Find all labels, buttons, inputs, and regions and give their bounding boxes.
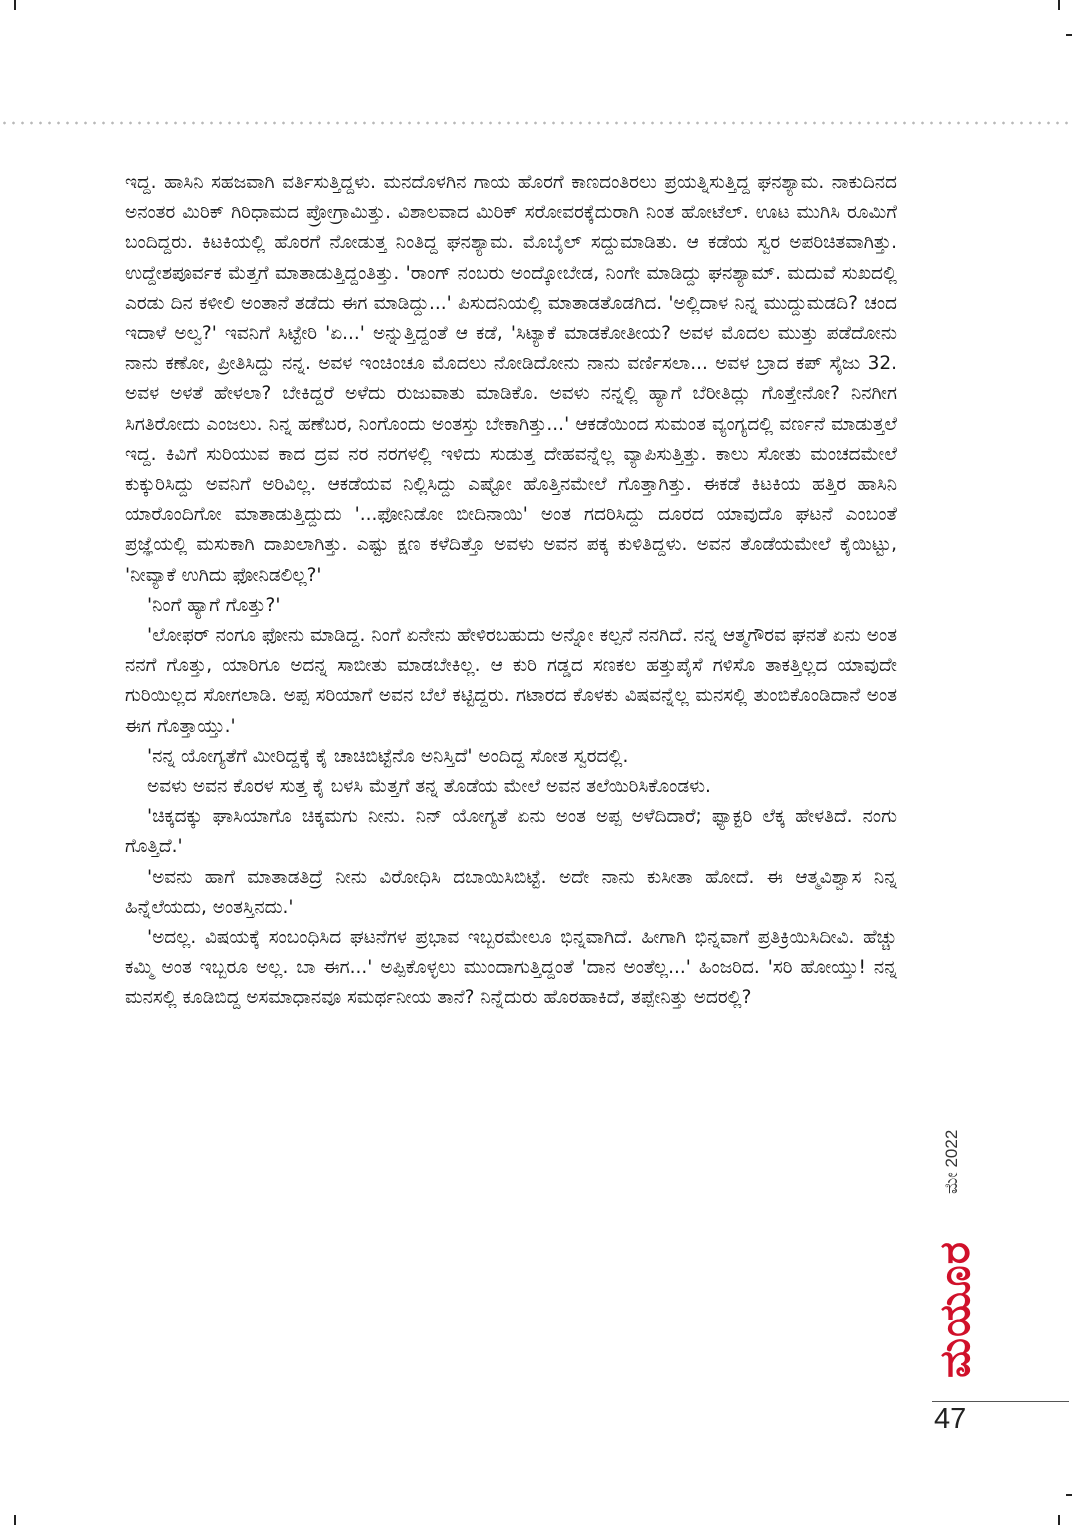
issue-date: ಮೇ 2022 [942, 1130, 961, 1195]
crop-mark-bottom-right-side [1066, 1494, 1072, 1496]
crop-mark-top-right [1058, 0, 1060, 10]
crop-mark-top-right-side [1066, 34, 1072, 36]
paragraph: 'ಅವನು ಹಾಗೆ ಮಾತಾಡತಿದ್ರೆ ನೀನು ವಿರೋಧಿಸಿ ದಬಾಯಿಸಿಬಿಟ್ಟೆ. ಅದೇ ನಾನು ಕುಸೀತಾ ಹೋದೆ. ಈ ಆತ್ಮವಿಶ್ವಾಸ ನಿನ್ನ ಹಿನ್ನೆಲೆಯದು, ಅಂತಸ್ತಿನದು.' [125, 866, 897, 918]
page-number-rule [932, 1401, 1069, 1402]
paragraph: 'ನನ್ನ ಯೋಗ್ಯತೆಗೆ ಮೀರಿದ್ದಕ್ಕೆ ಕೈ ಚಾಚಿಬಿಟ್ಟೆನೊ ಅನಿಸ್ತಿದೆ' ಅಂದಿದ್ದ ಸೋತ ಸ್ವರದಲ್ಲಿ. [147, 745, 629, 767]
crop-mark-top-left [14, 0, 16, 10]
paragraph: ಇದ್ದ. ಹಾಸಿನಿ ಸಹಜವಾಗಿ ವರ್ತಿಸುತ್ತಿದ್ದಳು. ಮನದೊಳಗಿನ ಗಾಯ ಹೊರಗೆ ಕಾಣದಂತಿರಲು ಪ್ರಯತ್ನಿಸುತ್ತಿದ್ದ ಘನಶ್ಯಾಮ. ನಾಕುದಿನದ ಅನಂತರ ಮಿರಿಕ್ ಗಿರಿಧಾಮದ ಪ್ರೋಗ್ರಾಮಿತ್ತು. ವಿಶಾಲವಾದ ಮಿರಿಕ್ ಸರೋವರಕ್ಕೆದುರಾಗಿ ನಿಂತ ಹೋಟೆಲ್. ಊಟ ಮುಗಿಸಿ ರೂಮಿಗೆ ಬಂದಿದ್ದರು. ಕಿಟಕಿಯಲ್ಲಿ ಹೊರಗೆ ನೋಡುತ್ತ ನಿಂತಿದ್ದ ಘನಶ್ಯಾಮ. ಮೊಬೈಲ್ ಸದ್ದುಮಾಡಿತು. ಆ ಕಡೆಯ ಸ್ವರ ಅಪರಿಚಿತವಾಗಿತ್ತು. ಉದ್ದೇಶಪೂರ್ವಕ ಮೆತ್ತಗೆ ಮಾತಾಡುತ್ತಿದ್ದಂತಿತ್ತು. 'ರಾಂಗ್ ನಂಬರು ಅಂದ್ಕೋಬೇಡ, ನಿಂಗೇ ಮಾಡಿದ್ದು ಘನಶ್ಯಾಮ್. ಮದುವೆ ಸುಖದಲ್ಲಿ ಎರಡು ದಿನ ಕಳೀಲಿ ಅಂತಾನೆ ತಡೆದು ಈಗ ಮಾಡಿದ್ದು...' ಪಿಸುದನಿಯಲ್ಲಿ ಮಾತಾಡತೊಡಗಿದ. 'ಅಲ್ಲಿದಾಳ ನಿನ್ನ ಮುದ್ದುಮಡದಿ? ಚಂದ ಇದಾಳೆ ಅಲ್ವ?' ಇವನಿಗೆ ಸಿಟ್ಟೇರಿ 'ಏ...' ಅನ್ನುತ್ತಿದ್ದಂತೆ ಆ ಕಡೆ, 'ಸಿಟ್ಯಾಕೆ ಮಾಡಕೋತೀಯ? ಅವಳ ಮೊದಲ ಮುತ್ತು ಪಡೆದೋನು ನಾನು ಕಣೋ, ಪ್ರೀತಿಸಿದ್ದು ನನ್ನ. ಅವಳ ಇಂಚಿಂಚೂ ಮೊದಲು ನೋಡಿದೋನು ನಾನು ವರ್ಣಿಸಲಾ... ಅವಳ ಬ್ರಾದ ಕಪ್ ಸೈಜು 32. ಅವಳ ಅಳತೆ ಹೇಳಲಾ? ಬೇಕಿದ್ದರೆ ಅಳೆದು ರುಜುವಾತು ಮಾಡಿಕೊ. ಅವಳು ನನ್ನಲ್ಲಿ ಹ್ಯಾಗೆ ಬೆರೀತಿದ್ಲು ಗೊತ್ತೇನೋ? ನಿನಗೀಗ ಸಿಗತಿರೋದು ಎಂಜಲು. ನಿನ್ನ ಹಣೆಬರ, ನಿಂಗೊಂದು ಅಂತಸ್ತು ಬೇಕಾಗಿತ್ತು...' ಆಕಡೆಯಿಂದ ಸುಮಂತ ವ್ಯಂಗ್ಯದಲ್ಲಿ ವರ್ಣನೆ ಮಾಡುತ್ತಲೆ ಇದ್ದ. ಕಿವಿಗೆ ಸುರಿಯುವ ಕಾದ ದ್ರವ ನರ ನರಗಳಲ್ಲಿ ಇಳಿದು ಸುಡುತ್ತ ದೇಹವನ್ನೆಲ್ಲ ವ್ಯಾಪಿಸುತ್ತಿತ್ತು. ಕಾಲು ಸೋತು ಮಂಚದಮೇಲೆ ಕುಕ್ಕುರಿಸಿದ್ದು ಅವನಿಗೆ ಅರಿವಿಲ್ಲ. ಆಕಡೆಯವ ನಿಲ್ಲಿಸಿದ್ದು ಎಷ್ಟೋ ಹೊತ್ತಿನಮೇಲೆ ಗೊತ್ತಾಗಿತ್ತು. ಈಕಡೆ ಕಿಟಕಿಯ ಹತ್ತಿರ ಹಾಸಿನಿ ಯಾರೊಂದಿಗೋ ಮಾತಾಡುತ್ತಿದ್ದುದು '...ಫೋನಿಡೋ ಬೀದಿನಾಯಿ' ಅಂತ ಗದರಿಸಿದ್ದು ದೂರದ ಯಾವುದೊ ಘಟನೆ ಎಂಬಂತೆ ಪ್ರಜ್ಞೆಯಲ್ಲಿ ಮಸುಕಾಗಿ ದಾಖಲಾಗಿತ್ತು. ಎಷ್ಟು ಕ್ಷಣ ಕಳೆದಿತ್ತೊ ಅವಳು ಅವನ ಪಕ್ಕ ಕುಳಿತಿದ್ದಳು. ಅವನ ತೊಡೆಯಮೇಲೆ ಕೈಯಿಟ್ಟು, 'ನೀವ್ಯಾಕೆ ಉಗಿದು ಫೋನಿಡಲಿಲ್ಲ?' [125, 172, 897, 586]
crop-mark-bottom-right [1058, 1515, 1060, 1525]
paragraph: 'ಅದಲ್ಲ. ವಿಷಯಕ್ಕೆ ಸಂಬಂಧಿಸಿದ ಘಟನೆಗಳ ಪ್ರಭಾವ ಇಬ್ಬರಮೇಲೂ ಭಿನ್ನವಾಗಿದೆ. ಹೀಗಾಗಿ ಭಿನ್ನವಾಗೆ ಪ್ರತಿಕ್ರಿಯಿಸಿದೀವಿ. ಹೆಚ್ಚು ಕಮ್ಮಿ ಅಂತ ಇಬ್ಬರೂ ಅಲ್ಲ. ಬಾ ಈಗ...' ಅಪ್ಪಿಕೊಳ್ಳಲು ಮುಂದಾಗುತ್ತಿದ್ದಂತೆ 'ದಾನ ಅಂತೆಲ್ಲ...' ಹಿಂಜರಿದ. 'ಸರಿ ಹೋಯ್ತು! ನನ್ನ ಮನಸಲ್ಲಿ ಕೂಡಿಬಿದ್ದ ಅಸಮಾಧಾನವೂ ಸಮರ್ಥನೀಯ ತಾನೆ? ನಿನ್ನೆದುರು ಹೊರಹಾಕಿದೆ, ತಪ್ಪೇನಿತ್ತು ಅದರಲ್ಲಿ? [125, 927, 897, 1009]
paragraph: ಅವಳು ಅವನ ಕೊರಳ ಸುತ್ತ ಕೈ ಬಳಸಿ ಮೆತ್ತಗೆ ತನ್ನ ತೊಡೆಯ ಮೇಲೆ ಅವನ ತಲೆಯಿರಿಸಿಕೊಂಡಳು. [147, 776, 711, 798]
story-text-column [125, 168, 897, 1014]
paragraph: 'ನಿಂಗೆ ಹ್ಯಾಗೆ ಗೊತ್ತು?' [147, 594, 281, 616]
paragraph: 'ಚಿಕ್ಕದಕ್ಕು ಘಾಸಿಯಾಗೊ ಚಿಕ್ಕಮಗು ನೀನು. ನಿನ್ ಯೋಗ್ಯತೆ ಏನು ಅಂತ ಅಪ್ಪ ಅಳೆದಿದಾರೆ; ಫ್ಯಾಕ್ಟರಿ ಲೆಕ್ಕ ಹೇಳತಿದೆ. ನಂಗು ಗೊತ್ತಿದೆ.' [125, 806, 897, 858]
crop-mark-bottom-left [14, 1515, 16, 1525]
magazine-logo: ಮಯೂರ [930, 1241, 979, 1379]
paragraph: 'ಲೋಫರ್ ನಂಗೂ ಫೋನು ಮಾಡಿದ್ದ. ನಿಂಗೆ ಏನೇನು ಹೇಳಿರಬಹುದು ಅನ್ನೋ ಕಲ್ಪನೆ ನನಗಿದೆ. ನನ್ನ ಆತ್ಮಗೌರವ ಘನತೆ ಏನು ಅಂತ ನನಗೆ ಗೊತ್ತು, ಯಾರಿಗೂ ಅದನ್ನ ಸಾಬೀತು ಮಾಡಬೇಕಿಲ್ಲ. ಆ ಕುರಿ ಗಡ್ಡದ ಸಣಕಲ ಹತ್ತುಪೈಸೆ ಗಳಿಸೊ ತಾಕತ್ತಿಲ್ಲದ ಯಾವುದೇ ಗುರಿಯಿಲ್ಲದ ಸೋಗಲಾಡಿ. ಅಪ್ಪ ಸರಿಯಾಗೆ ಅವನ ಬೆಲೆ ಕಟ್ಟಿದ್ದರು. ಗಟಾರದ ಕೊಳಕು ವಿಷವನ್ನೆಲ್ಲ ಮನಸಲ್ಲಿ ತುಂಬಿಕೊಂಡಿದಾನೆ ಅಂತ ಈಗ ಗೊತ್ತಾಯ್ತು.' [125, 625, 897, 737]
dotted-separator [0, 121, 1072, 125]
page-number: 47 [934, 1403, 967, 1435]
